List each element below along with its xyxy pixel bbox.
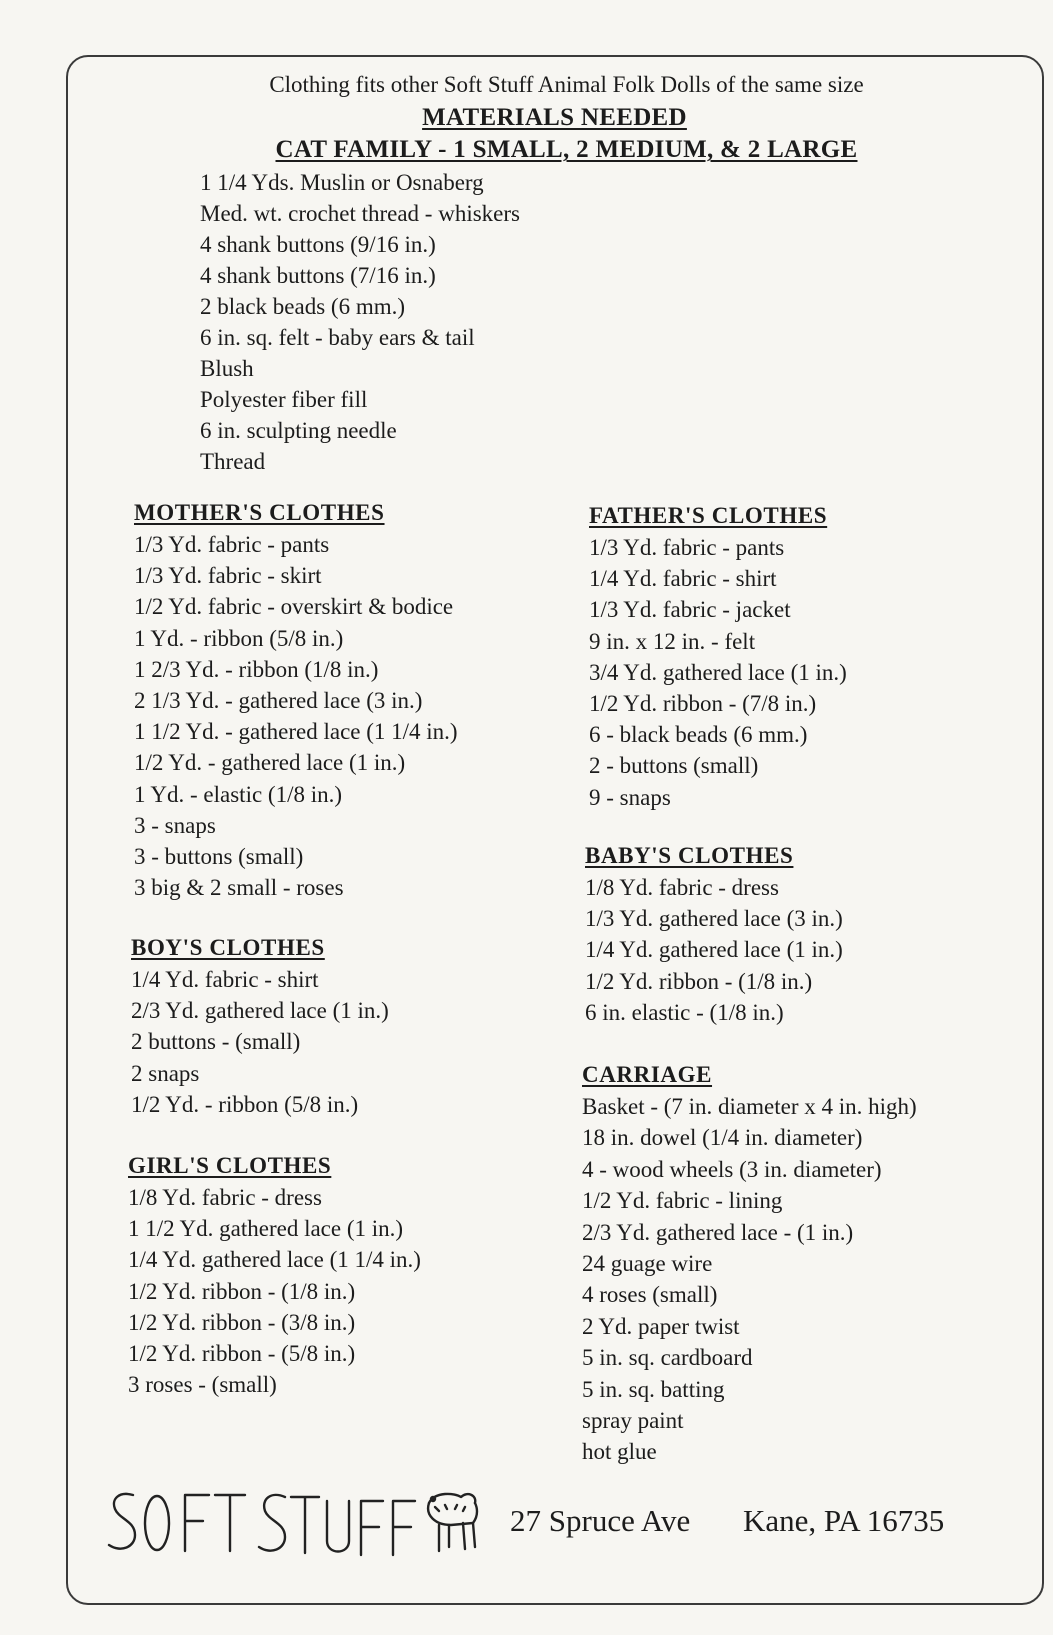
list-item: 1/2 Yd. - ribbon (5/8 in.) [131,1091,359,1117]
babys-clothes-list [585,872,843,1028]
list-item: 5 in. sq. batting [582,1376,725,1402]
list-item: Blush [200,356,254,381]
list-item: 1/2 Yd. ribbon - (7/8 in.) [589,691,817,717]
girls-clothes-list [128,1182,421,1400]
section-heading-text: FATHER'S CLOTHES [589,503,828,528]
list-item: 1/4 Yd. gathered lace (1 in.) [585,937,843,963]
list-item: 6 in. elastic - (1/8 in.) [585,999,784,1025]
list-item: 1/2 Yd. - gathered lace (1 in.) [134,750,406,776]
section-heading-text: MOTHER'S CLOTHES [134,500,385,525]
footer [105,1485,985,1565]
section-heading-text: CARRIAGE [582,1062,713,1087]
list-item: 1/3 Yd. fabric - jacket [589,597,791,623]
section-heading-text: BABY'S CLOTHES [585,843,794,868]
list-item: 2/3 Yd. gathered lace - (1 in.) [582,1219,854,1245]
list-item: 4 roses (small) [582,1282,718,1308]
soft-stuff-logo [105,1485,515,1565]
girls-clothes-section [128,1150,421,1400]
section-heading [585,840,843,872]
list-item: 1/8 Yd. fabric - dress [585,875,779,900]
list-item: 1 1/2 Yd. - gathered lace (1 1/4 in.) [134,719,458,745]
page-title-text: MATERIALS NEEDED [422,104,687,131]
section-heading-text: BOY'S CLOTHES [131,935,325,960]
list-item: 1/2 Yd. ribbon - (1/8 in.) [585,968,813,994]
list-item: 1/4 Yd. fabric - shirt [131,967,319,992]
mothers-clothes-list [134,529,458,903]
list-item: 2 buttons - (small) [131,1029,301,1055]
list-item: 2 black beads (6 mm.) [200,294,406,319]
list-item: 1 Yd. - elastic (1/8 in.) [134,781,343,807]
page-subtitle [40,136,1053,164]
section-heading [131,932,389,964]
list-item: 1/3 Yd. gathered lace (3 in.) [585,906,843,932]
list-item: 4 - wood wheels (3 in. diameter) [582,1156,882,1182]
list-item: 1/3 Yd. fabric - pants [589,535,785,560]
section-heading [582,1059,917,1091]
footer-address: 27 Spruce Ave [510,1503,691,1538]
list-item: spray paint [582,1408,684,1434]
list-item: 1/2 Yd. ribbon - (1/8 in.) [128,1278,356,1304]
list-item: hot glue [582,1439,657,1465]
boys-clothes-section [131,932,389,1120]
list-item: 6 in. sq. felt - baby ears & tail [200,325,475,350]
carriage-list [582,1091,917,1468]
list-item: 6 - black beads (6 mm.) [589,722,808,748]
list-item: Basket - (7 in. diameter x 4 in. high) [582,1094,917,1119]
list-item: 1/2 Yd. ribbon - (3/8 in.) [128,1309,356,1335]
mothers-clothes-section [134,497,458,903]
list-item: 1 1/4 Yds. Muslin or Osnaberg [200,170,484,195]
section-heading [128,1150,421,1182]
fits-note: Clothing fits other Soft Stuff Animal Folk Dolls of the same size [269,72,864,97]
list-item: 1/3 Yd. fabric - skirt [134,563,322,589]
list-item: 1/4 Yd. gathered lace (1 1/4 in.) [128,1247,421,1273]
list-item: 1/3 Yd. fabric - pants [134,532,330,557]
list-item: 1/2 Yd. fabric - overskirt & bodice [134,594,454,620]
list-item: 2/3 Yd. gathered lace (1 in.) [131,998,389,1024]
list-item: 3/4 Yd. gathered lace (1 in.) [589,659,847,685]
list-item: 4 shank buttons (9/16 in.) [200,232,436,257]
list-item: 24 guage wire [582,1251,713,1277]
list-item: 2 1/3 Yd. - gathered lace (3 in.) [134,688,423,714]
list-item: 4 shank buttons (7/16 in.) [200,263,436,288]
babys-clothes-section [585,840,843,1028]
page-subtitle-text: CAT FAMILY - 1 SMALL, 2 MEDIUM, & 2 LARGE [275,136,858,163]
list-item: 2 Yd. paper twist [582,1313,740,1339]
list-item: 1/2 Yd. fabric - lining [582,1188,783,1214]
list-item: 2 - buttons (small) [589,753,759,779]
section-heading [134,497,458,529]
list-item: 6 in. sculpting needle [200,418,397,443]
list-item: 3 big & 2 small - roses [134,875,344,901]
page-title [28,104,1053,132]
list-item: 5 in. sq. cardboard [582,1345,753,1371]
list-item: 3 - snaps [134,812,216,838]
section-heading [589,500,847,532]
footer-city: Kane, PA 16735 [743,1503,945,1538]
list-item: 3 - buttons (small) [134,844,304,870]
list-item: 1 1/2 Yd. gathered lace (1 in.) [128,1216,404,1242]
boys-clothes-list [131,964,389,1120]
list-item: Thread [200,449,266,474]
materials-list [200,167,520,477]
list-item: 1 2/3 Yd. - ribbon (1/8 in.) [134,656,379,682]
list-item: 1/2 Yd. ribbon - (5/8 in.) [128,1341,356,1367]
list-item: Polyester fiber fill [200,387,368,412]
carriage-section [582,1059,917,1468]
list-item: Med. wt. crochet thread - whiskers [200,201,520,226]
list-item: 9 in. x 12 in. - felt [589,628,756,654]
list-item: 2 snaps [131,1060,200,1086]
animal-icon [428,1494,477,1551]
list-item: 3 roses - (small) [128,1372,277,1398]
list-item: 9 - snaps [589,784,671,810]
fathers-clothes-section [589,500,847,813]
list-item: 1/8 Yd. fabric - dress [128,1185,322,1210]
section-heading-text: GIRL'S CLOTHES [128,1153,332,1178]
list-item: 1 Yd. - ribbon (5/8 in.) [134,625,344,651]
fathers-clothes-list [589,532,847,813]
list-item: 1/4 Yd. fabric - shirt [589,566,777,592]
list-item: 18 in. dowel (1/4 in. diameter) [582,1125,863,1151]
